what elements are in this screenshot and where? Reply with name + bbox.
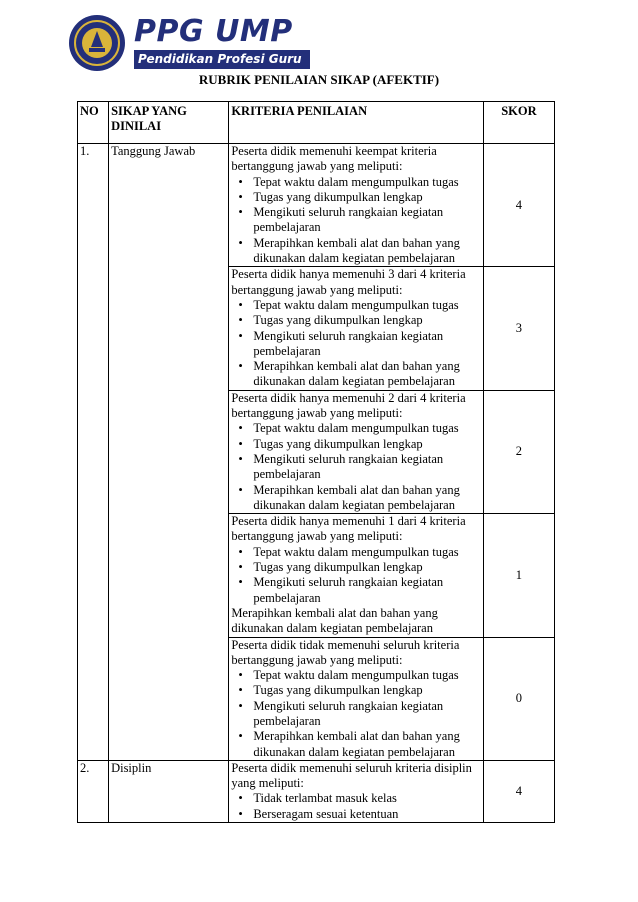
criteria-item: • Mengikuti seluruh rangkaian kegiatan pembelajaran (253, 699, 481, 730)
criteria-item: • Tepat waktu dalam mengumpulkan tugas (253, 175, 481, 190)
table-header-row (78, 102, 555, 144)
cell-sikap: Disiplin (109, 760, 229, 822)
criteria-list (231, 421, 481, 513)
criteria-item: • Tepat waktu dalam mengumpulkan tugas (253, 421, 481, 436)
cell-kriteria (229, 267, 484, 390)
cell-skor: 1 (483, 514, 554, 637)
criteria-item: • Tugas yang dikumpulkan lengkap (253, 190, 481, 205)
criteria-item: • Berseragam sesuai ketentuan (253, 807, 481, 822)
criteria-list (231, 175, 481, 267)
criteria-intro: Peserta didik memenuhi keempat kriteria bertanggung jawab yang meliputi: (231, 144, 437, 174)
header-skor: SKOR (483, 102, 554, 144)
table-row (78, 144, 555, 267)
cell-skor: 4 (483, 760, 554, 822)
cell-kriteria (229, 144, 484, 267)
criteria-item: • Mengikuti seluruh rangkaian kegiatan pembelajaran (253, 205, 481, 236)
criteria-item: • Tugas yang dikumpulkan lengkap (253, 313, 481, 328)
cell-kriteria (229, 514, 484, 637)
header-no: NO (78, 102, 109, 144)
criteria-item: • Tepat waktu dalam mengumpulkan tugas (253, 668, 481, 683)
criteria-list (231, 791, 481, 822)
document-title: RUBRIK PENILAIAN SIKAP (AFEKTIF) (198, 72, 440, 87)
cell-skor: 3 (483, 267, 554, 390)
brand-tagline: Pendidikan Profesi Guru (134, 50, 310, 69)
criteria-intro: Peserta didik hanya memenuhi 2 dari 4 kriteria bertanggung jawab yang meliputi: (231, 390, 466, 421)
table-body (78, 144, 555, 823)
criteria-item: • Merapihkan kembali alat dan bahan yang dikunakan dalam kegiatan pembelajaran (253, 359, 481, 390)
rubric-table (77, 101, 555, 823)
cell-no: 2. (78, 760, 109, 822)
criteria-item: • Tugas yang dikumpulkan lengkap (253, 437, 481, 452)
cell-no: 1. (78, 144, 109, 761)
cell-skor: 2 (483, 390, 554, 513)
cell-kriteria (229, 637, 484, 760)
criteria-intro: Peserta didik hanya memenuhi 3 dari 4 kriteria bertanggung jawab yang meliputi: (231, 267, 466, 297)
criteria-item: • Tepat waktu dalam mengumpulkan tugas (253, 298, 481, 313)
header-kriteria: KRITERIA PENILAIAN (229, 102, 484, 144)
criteria-item: • Tugas yang dikumpulkan lengkap (253, 683, 481, 698)
cell-skor: 4 (483, 144, 554, 267)
brand-name: PPG UMP (134, 14, 293, 49)
criteria-list (231, 298, 481, 390)
criteria-intro: Peserta didik hanya memenuhi 1 dari 4 kriteria bertanggung jawab yang meliputi: (231, 514, 466, 544)
header-sikap: SIKAP YANG DINILAI (109, 102, 229, 144)
cell-kriteria (229, 760, 484, 822)
criteria-list (231, 668, 481, 760)
table-row (78, 760, 555, 822)
criteria-item: • Merapihkan kembali alat dan bahan yang dikunakan dalam kegiatan pembelajaran (253, 483, 481, 514)
criteria-item: • Mengikuti seluruh rangkaian kegiatan pembelajaran (253, 575, 481, 606)
cell-kriteria (229, 390, 484, 513)
criteria-item: • Merapihkan kembali alat dan bahan yang dikunakan dalam kegiatan pembelajaran (253, 236, 481, 267)
criteria-item: • Mengikuti seluruh rangkaian kegiatan pembelajaran (253, 452, 481, 483)
criteria-list (231, 545, 481, 606)
cell-skor: 0 (483, 637, 554, 760)
header-logo (68, 12, 310, 74)
criteria-item: • Tepat waktu dalam mengumpulkan tugas (253, 545, 481, 560)
criteria-item: • Merapihkan kembali alat dan bahan yang dikunakan dalam kegiatan pembelajaran (253, 729, 481, 760)
criteria-intro: Peserta didik memenuhi seluruh kriteria disiplin yang meliputi: (231, 760, 472, 791)
cell-sikap: Tanggung Jawab (109, 144, 229, 761)
criteria-item: • Tugas yang dikumpulkan lengkap (253, 560, 481, 575)
criteria-item: • Tidak terlambat masuk kelas (253, 791, 481, 806)
criteria-item: • Mengikuti seluruh rangkaian kegiatan pembelajaran (253, 329, 481, 360)
criteria-note: Merapihkan kembali alat dan bahan yang dikunakan dalam kegiatan pembelajaran (231, 605, 438, 636)
criteria-intro: Peserta didik tidak memenuhi seluruh kriteria bertanggung jawab yang meliputi: (231, 637, 460, 667)
university-seal-icon (68, 14, 126, 72)
